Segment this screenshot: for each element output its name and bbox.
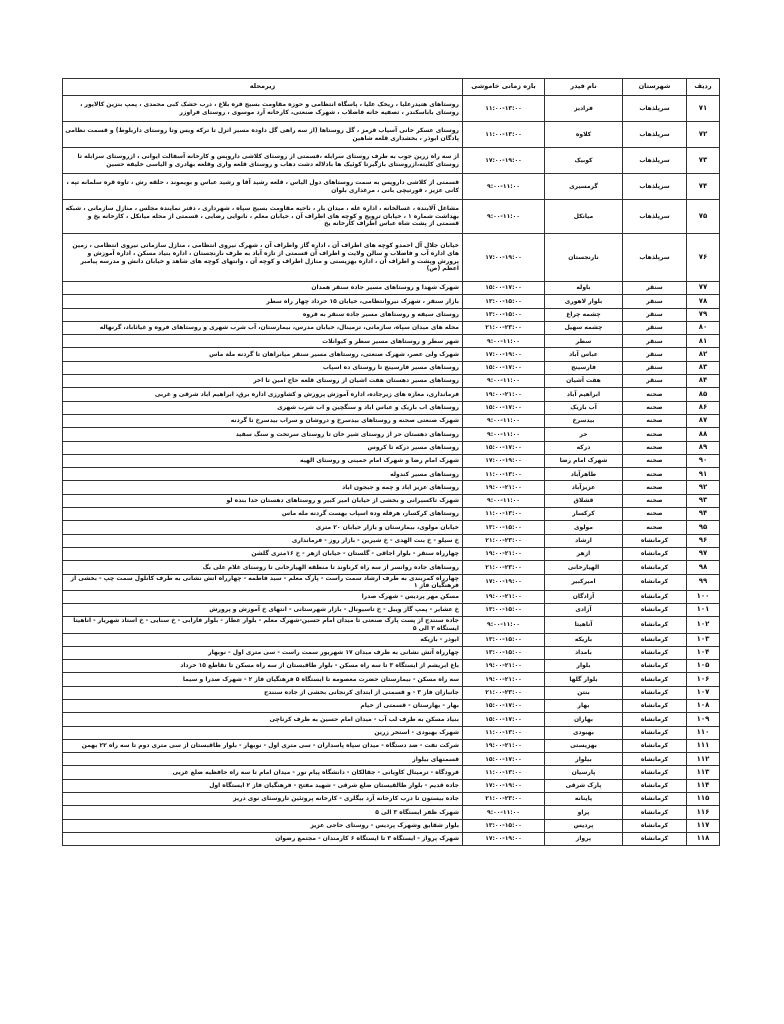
cell-time: ۲۱:۰۰-۲۳:۰۰ <box>463 534 545 547</box>
cell-feeder: مولوی <box>545 521 623 534</box>
table-row <box>63 234 720 282</box>
cell-time: ۲۱:۰۰-۲۳:۰۰ <box>463 321 545 334</box>
cell-radif: ۷۴ <box>687 174 720 200</box>
cell-radif: ۸۹ <box>687 441 720 454</box>
cell-time: ۱۱:۰۰-۱۳:۰۰ <box>463 766 545 779</box>
cell-city: صحنه <box>623 468 687 481</box>
cell-city: صحنه <box>623 388 687 401</box>
cell-radif: ۹۱ <box>687 468 720 481</box>
cell-city: کرمانشاه <box>623 766 687 779</box>
cell-area: قسمتی از کلاشی داروپس به سمت روستاهای دول الیاس ، قلعه رشید آقا و رشید عباس و بویموند ، حلقه رش ، تاوه قره سلمانه تپه ، کانی عزیز ، قورتیچی بانی ، مرغداری بلوان <box>63 174 463 200</box>
cell-city: صحنه <box>623 454 687 467</box>
cell-radif: ۹۳ <box>687 494 720 507</box>
cell-city: کرمانشاه <box>623 793 687 806</box>
table-header-row <box>63 79 720 96</box>
table-row <box>63 633 720 646</box>
cell-area: خیابان مولوی، بیمارستان و بازار خیابان ۲۰ متری <box>63 521 463 534</box>
cell-city: صحنه <box>623 428 687 441</box>
cell-time: ۱۳:۰۰-۱۵:۰۰ <box>463 633 545 646</box>
cell-area: روستای عسکر خانی آسیاب قرمز ، گل روستاها (از سه راهی گل داوده مسیر انزل تا ترکه ویس وتا روستای داربلوط) و قسمت نظامی پادگان ابوذر ، بخشداری قلعه شاهین <box>63 122 463 148</box>
table-row <box>63 547 720 560</box>
cell-feeder: فرادیز <box>545 96 623 122</box>
table-row <box>63 766 720 779</box>
cell-city: صحنه <box>623 414 687 427</box>
cell-feeder: سطر <box>545 335 623 348</box>
cell-feeder: الهیارخانی <box>545 561 623 574</box>
cell-feeder: چشمه چراغ <box>545 308 623 321</box>
cell-city: کرمانشاه <box>623 699 687 712</box>
cell-radif: ۱۱۲ <box>687 753 720 766</box>
cell-area: جاده قدیم - بلوار طالقیستان ضلع شرقی - شهید مفتح - فرهنگیان فاز ۲ ایستگاه اول <box>63 779 463 792</box>
cell-time: ۱۹:۰۰-۲۱:۰۰ <box>463 481 545 494</box>
cell-city: کرمانشاه <box>623 686 687 699</box>
cell-radif: ۱۰۰ <box>687 590 720 603</box>
cell-area: روستاهای عزیز اباد و چمه و جیحون اباد <box>63 481 463 494</box>
cell-feeder: بهار <box>545 699 623 712</box>
cell-feeder: باریکه <box>545 633 623 646</box>
table-row <box>63 481 720 494</box>
cell-time: ۱۷:۰۰-۱۹:۰۰ <box>463 779 545 792</box>
cell-time: ۱۵:۰۰-۱۷:۰۰ <box>463 441 545 454</box>
cell-feeder: بلوار <box>545 660 623 673</box>
cell-radif: ۷۵ <box>687 200 720 234</box>
cell-feeder: چشمه سهیل <box>545 321 623 334</box>
cell-time: ۱۹:۰۰-۲۱:۰۰ <box>463 673 545 686</box>
cell-area: شهرک شهدا و روستاهای مسیر جاده سنقر همدان <box>63 282 463 295</box>
table-row <box>63 414 720 427</box>
cell-feeder: ابراهیم آباد <box>545 388 623 401</box>
cell-city: سرپلذهاب <box>623 148 687 174</box>
cell-area: ابوذر - باریکه <box>63 633 463 646</box>
cell-time: ۱۷:۰۰-۱۹:۰۰ <box>463 148 545 174</box>
table-row <box>63 96 720 122</box>
cell-city: سرپلذهاب <box>623 96 687 122</box>
cell-area: چهارراه آتش نشانی به طرف میدان ۱۷ شهریور سمت راست - سی متری اول - نوبهار <box>63 646 463 659</box>
cell-city: کرمانشاه <box>623 832 687 845</box>
cell-city: سنقر <box>623 295 687 308</box>
cell-time: ۹:۰۰-۱۱:۰۰ <box>463 617 545 633</box>
cell-area: چهارراه کمربندی به طرف ارشاد سمت راست - پارک معلم - سید فاطمه - چهارراه آتش نشانی به طرف کانلول سمت چپ - بخشی از فرهنگیان فاز ۱ <box>63 574 463 590</box>
cell-radif: ۱۱۶ <box>687 806 720 819</box>
cell-city: کرمانشاه <box>623 590 687 603</box>
cell-time: ۱۱:۰۰-۱۳:۰۰ <box>463 726 545 739</box>
table-row <box>63 375 720 388</box>
table-row <box>63 321 720 334</box>
table-row <box>63 335 720 348</box>
table-row <box>63 200 720 234</box>
cell-radif: ۱۰۲ <box>687 617 720 633</box>
cell-area: جاده سنندج از پست پارک صنعتی تا میدان امام حسین-شهرک معلم - بلوار عطار - بلوار فارابی - خ سنایی - خ استاد شهریار - آناهیتا ایستگاه ۳ الی ۵ <box>63 617 463 633</box>
cell-feeder: بهزیستی <box>545 739 623 752</box>
cell-feeder: آزادگان <box>545 590 623 603</box>
cell-feeder: بلوار لاهوری <box>545 295 623 308</box>
cell-radif: ۱۱۴ <box>687 779 720 792</box>
cell-feeder: پراو <box>545 806 623 819</box>
cell-feeder: بنتن <box>545 686 623 699</box>
cell-city: سرپلذهاب <box>623 122 687 148</box>
table-row <box>63 713 720 726</box>
table-row <box>63 122 720 148</box>
cell-radif: ۷۸ <box>687 295 720 308</box>
cell-feeder: پردیس <box>545 819 623 832</box>
cell-time: ۱۵:۰۰-۱۷:۰۰ <box>463 699 545 712</box>
cell-city: کرمانشاه <box>623 806 687 819</box>
cell-feeder: قشلاق <box>545 494 623 507</box>
cell-city: سنقر <box>623 361 687 374</box>
cell-area: روستاهای اب باریک و عباس اباد و سنگچین و اب شرب شهری <box>63 401 463 414</box>
table-row <box>63 604 720 617</box>
cell-time: ۱۵:۰۰-۱۷:۰۰ <box>463 282 545 295</box>
cell-feeder: پاینانه <box>545 793 623 806</box>
cell-area: روستاهای دهستان حر از روستای شیر خان تا روستای سرتخت و سنگ سفید <box>63 428 463 441</box>
table-row <box>63 779 720 792</box>
cell-city: کرمانشاه <box>623 819 687 832</box>
cell-area: شهرک تاکسیرانی و بخشی از خیابان امیر کبیر و روستاهای دهستان خدا بنده لو <box>63 494 463 507</box>
cell-time: ۱۱:۰۰-۱۳:۰۰ <box>463 508 545 521</box>
cell-time: ۹:۰۰-۱۱:۰۰ <box>463 494 545 507</box>
cell-area: فرودگاه - ترمینال کاویانی - جقالکان - دانشگاه پیام نور - میدان امام تا سه راه حافظیه ضلع غربی <box>63 766 463 779</box>
cell-time: ۱۷:۰۰-۱۹:۰۰ <box>463 454 545 467</box>
cell-radif: ۸۵ <box>687 388 720 401</box>
cell-radif: ۹۵ <box>687 521 720 534</box>
cell-area: روستای سیفه و روستاهای مسیر جاده سنقر به فروه <box>63 308 463 321</box>
cell-time: ۱۹:۰۰-۲۱:۰۰ <box>463 388 545 401</box>
cell-city: صحنه <box>623 481 687 494</box>
cell-area: شهرک بهبودی - استخر زرین <box>63 726 463 739</box>
cell-time: ۲۱:۰۰-۲۳:۰۰ <box>463 793 545 806</box>
cell-radif: ۱۱۵ <box>687 793 720 806</box>
cell-time: ۱۷:۰۰-۱۹:۰۰ <box>463 832 545 845</box>
header-city: شهرستان <box>623 79 687 96</box>
cell-feeder: عزیزآباد <box>545 481 623 494</box>
table-row <box>63 494 720 507</box>
cell-time: ۱۳:۰۰-۱۵:۰۰ <box>463 604 545 617</box>
cell-radif: ۱۰۳ <box>687 633 720 646</box>
cell-time: ۱۹:۰۰-۲۱:۰۰ <box>463 547 545 560</box>
cell-feeder: کرکسار <box>545 508 623 521</box>
cell-city: کرمانشاه <box>623 646 687 659</box>
table-row <box>63 295 720 308</box>
table-row <box>63 726 720 739</box>
cell-city: سنقر <box>623 335 687 348</box>
cell-feeder: بلوار گلها <box>545 673 623 686</box>
cell-radif: ۸۲ <box>687 348 720 361</box>
table-row <box>63 686 720 699</box>
cell-area: روستاهای مسیر کندوله <box>63 468 463 481</box>
cell-time: ۱۳:۰۰-۱۵:۰۰ <box>463 308 545 321</box>
cell-city: صحنه <box>623 494 687 507</box>
cell-area: شهرک پرواز - ایستگاه ۳ تا ایستگاه ۶ کارمندان - مجتمع رضوان <box>63 832 463 845</box>
cell-time: ۹:۰۰-۱۱:۰۰ <box>463 428 545 441</box>
cell-city: سنقر <box>623 282 687 295</box>
cell-area: روستاهای هتیدرعلیا ، ریخک علیا ، پاسگاه انتظامی و حوزه مقاومت بسیج فره بلاغ ، درب خشک کبی محمدی ، پمپ بنزین کالاپور ، روستای باباسکندر ، تصفیه خانه فاضلاب ، شهرک صنعتی، کارخانه آرد موسوی ، روستای فراوزر <box>63 96 463 122</box>
cell-feeder: نارنجستان <box>545 234 623 282</box>
cell-area: روستاهای مسیر دهستان هفت اشیان از روستای قلعه حاج امین تا اخر <box>63 375 463 388</box>
cell-feeder: پارک شرقی <box>545 779 623 792</box>
cell-area: خیابان جلال آل احمدو کوچه های اطراف آن ، اداره گاز واطراف آن ، شهرک نیروی انتظامی ، منازل سازمانی نیروی انتظامی ، زمین های اداره آب و فاضلاب و سالن ولایت و اطراف آن قسمتی از تازه آباد به طرف نارنجستان ، اداره بنیاد مسکن ، اداره آموزش و پرورش وپشت و اطراف آن ، اداره بهزیستی و منازل اطراف و کوچه آن ، وانتهای کوچه های شاهد و خیابان دانش و مدرسه پیامبر اعظم (ص) <box>63 234 463 282</box>
cell-radif: ۷۲ <box>687 122 720 148</box>
outage-schedule-page <box>62 78 720 846</box>
table-row <box>63 361 720 374</box>
table-row <box>63 832 720 845</box>
cell-city: کرمانشاه <box>623 604 687 617</box>
table-row <box>63 441 720 454</box>
cell-time: ۱۳:۰۰-۱۵:۰۰ <box>463 295 545 308</box>
cell-feeder: طاهرآباد <box>545 468 623 481</box>
table-row <box>63 534 720 547</box>
cell-city: کرمانشاه <box>623 617 687 633</box>
cell-feeder: عباس آباد <box>545 348 623 361</box>
cell-time: ۱۵:۰۰-۱۷:۰۰ <box>463 713 545 726</box>
cell-feeder: کلاوه <box>545 122 623 148</box>
cell-radif: ۹۹ <box>687 574 720 590</box>
cell-area: از سه راه زرین جوب به طرف روستای سرابله ،قسمتی از روستای کلاشی داروپس و کارخانه آسفالت ایوانی ، ازروستای سرابله تا روستای کلیته،ازروستای بازگیرتا کوئیک ها بادلاله دشت دهاب و روستای قلعه واری وقلعه بهادری و الیاسی خلیفه حسین <box>63 148 463 174</box>
cell-feeder: بهبودی <box>545 726 623 739</box>
cell-time: ۱۱:۰۰-۱۳:۰۰ <box>463 468 545 481</box>
cell-radif: ۸۳ <box>687 361 720 374</box>
cell-time: ۱۳:۰۰-۱۵:۰۰ <box>463 819 545 832</box>
cell-city: سنقر <box>623 321 687 334</box>
cell-feeder: آناهیتا <box>545 617 623 633</box>
cell-area: شهر سطر و روستاهای مسیر سطر و کیوانلات <box>63 335 463 348</box>
cell-radif: ۱۰۱ <box>687 604 720 617</box>
cell-area: جانبازان فاز ۳ - و قسمتی از ابتدای کرنجانی بخشی از جاده سنندج <box>63 686 463 699</box>
cell-radif: ۸۰ <box>687 321 720 334</box>
table-row <box>63 308 720 321</box>
cell-time: ۱۹:۰۰-۲۱:۰۰ <box>463 590 545 603</box>
cell-feeder: درکه <box>545 441 623 454</box>
cell-area: روستاهای مسیر درکه تا کروس <box>63 441 463 454</box>
cell-feeder: حر <box>545 428 623 441</box>
cell-time: ۱۹:۰۰-۲۱:۰۰ <box>463 739 545 752</box>
cell-time: ۱۷:۰۰-۱۹:۰۰ <box>463 574 545 590</box>
header-time: بازه زمانی خاموشی <box>463 79 545 96</box>
table-row <box>63 590 720 603</box>
cell-area: روستاهای کرکسار، هرفله وده اسپاب بهست گردنه مله ماس <box>63 508 463 521</box>
cell-city: کرمانشاه <box>623 779 687 792</box>
cell-radif: ۱۱۱ <box>687 739 720 752</box>
cell-area: شرکت نفت - ضد دستگاه - میدان سپاه پاسداران - سی متری اول - نوبهار - بلوار طاقبستان از سی متری دوم تا سه راه ۲۲ بهمن <box>63 739 463 752</box>
cell-city: کرمانشاه <box>623 660 687 673</box>
cell-feeder: آزادی <box>545 604 623 617</box>
cell-feeder: بیلوار <box>545 753 623 766</box>
cell-time: ۹:۰۰-۱۱:۰۰ <box>463 375 545 388</box>
cell-time: ۱۱:۰۰-۱۳:۰۰ <box>463 96 545 122</box>
cell-radif: ۹۷ <box>687 547 720 560</box>
cell-feeder: گرمسیری <box>545 174 623 200</box>
cell-time: ۱۷:۰۰-۱۹:۰۰ <box>463 234 545 282</box>
cell-city: کرمانشاه <box>623 633 687 646</box>
table-row <box>63 521 720 534</box>
cell-radif: ۸۶ <box>687 401 720 414</box>
table-row <box>63 753 720 766</box>
cell-radif: ۱۰۷ <box>687 686 720 699</box>
table-row <box>63 819 720 832</box>
table-row <box>63 646 720 659</box>
cell-area: شهرک امام رضا و شهرک امام خمینی و روستای الهیه <box>63 454 463 467</box>
cell-radif: ۹۴ <box>687 508 720 521</box>
cell-area: مسکن مهر پردیس - شهرک صدرا <box>63 590 463 603</box>
cell-area: سه راه مسکن - بیمارستان حضرت معصومه تا ایستگاه ۵ فرهنگیان فاز ۲ - شهرک صدرا و سیما <box>63 673 463 686</box>
cell-city: کرمانشاه <box>623 534 687 547</box>
cell-time: ۱۵:۰۰-۱۷:۰۰ <box>463 753 545 766</box>
cell-area: فرمانداری، مغازه های زیرجاده، اداره آموزش پرورش و کشاورزی اداره برق، ابراهیم اباد شرقی و غربی <box>63 388 463 401</box>
cell-city: صحنه <box>623 521 687 534</box>
cell-area: محله های میدان سپاه، سازمانی، ترمینال، خیابان مدرس، بیمارستان، آب شرب شهری و روستاهای فروه و غیاثاباد، گرنهاله <box>63 321 463 334</box>
table-row <box>63 617 720 633</box>
table-row <box>63 699 720 712</box>
cell-area: چهارراه سنقر - بلوار اجاقی - گلستان - خیابان ازهر - خ ۱۶متری گلشن <box>63 547 463 560</box>
cell-radif: ۱۱۰ <box>687 726 720 739</box>
cell-radif: ۷۶ <box>687 234 720 282</box>
cell-area: خ عشایر - پمپ گاز وییل - خ تاسیونال - بازار شهرستانی - انتهای خ آموزش و پرورش <box>63 604 463 617</box>
cell-time: ۱۵:۰۰-۱۷:۰۰ <box>463 361 545 374</box>
table-row <box>63 174 720 200</box>
cell-time: ۱۳:۰۰-۱۵:۰۰ <box>463 646 545 659</box>
cell-city: سرپلذهاب <box>623 234 687 282</box>
table-row <box>63 660 720 673</box>
table-row <box>63 673 720 686</box>
cell-city: کرمانشاه <box>623 739 687 752</box>
cell-time: ۹:۰۰-۱۱:۰۰ <box>463 174 545 200</box>
cell-feeder: کوبیک <box>545 148 623 174</box>
cell-time: ۲۱:۰۰-۲۳:۰۰ <box>463 561 545 574</box>
header-area: زیرمحله <box>63 79 463 96</box>
cell-feeder: امیرکبیر <box>545 574 623 590</box>
cell-feeder: پرواز <box>545 832 623 845</box>
cell-city: صحنه <box>623 401 687 414</box>
cell-radif: ۸۴ <box>687 375 720 388</box>
cell-radif: ۹۸ <box>687 561 720 574</box>
cell-feeder: بیدسرخ <box>545 414 623 427</box>
cell-radif: ۸۷ <box>687 414 720 427</box>
table-row <box>63 739 720 752</box>
cell-radif: ۷۷ <box>687 282 720 295</box>
cell-feeder: شهرک امام رضا <box>545 454 623 467</box>
cell-area: بنیاد مسکن به طرف لب آب - میدان امام حسین به طرف کرناچی <box>63 713 463 726</box>
cell-city: سرپلذهاب <box>623 174 687 200</box>
table-row <box>63 561 720 574</box>
cell-radif: ۱۱۸ <box>687 832 720 845</box>
cell-feeder: فارسینج <box>545 361 623 374</box>
cell-area: شهرک صنعتی صحنه و روستاهای بیدسرخ و دروشان و سراب بیدسرخ تا گردنه <box>63 414 463 427</box>
cell-time: ۲۱:۰۰-۲۳:۰۰ <box>463 686 545 699</box>
cell-feeder: بامداد <box>545 646 623 659</box>
cell-area: شهرک ولی عصر، شهرک صنعتی، روستاهای مسیر سنقر میانراهان تا گردنه ملة ماس <box>63 348 463 361</box>
cell-feeder: ازهر <box>545 547 623 560</box>
cell-time: ۱۵:۰۰-۱۷:۰۰ <box>463 401 545 414</box>
cell-time: ۱۱:۰۰-۱۳:۰۰ <box>463 122 545 148</box>
cell-radif: ۷۳ <box>687 148 720 174</box>
cell-area: بازار سنقر ، شهرک نیروانتظامی، خیابان ۱۵ خرداد چهار راه سطر <box>63 295 463 308</box>
cell-radif: ۹۶ <box>687 534 720 547</box>
cell-area: خ سیلو - خ بنت الهدی - خ شیرین - بازار روز - فرمانداری <box>63 534 463 547</box>
table-row <box>63 388 720 401</box>
cell-area: روستاهای جاده روانسر از سه راه کرناوند تا منطقه الهیارخانی تا روستای غلام علی بگ <box>63 561 463 574</box>
table-row <box>63 454 720 467</box>
cell-feeder: بهاران <box>545 713 623 726</box>
table-row <box>63 401 720 414</box>
cell-time: ۹:۰۰-۱۱:۰۰ <box>463 806 545 819</box>
cell-city: کرمانشاه <box>623 547 687 560</box>
cell-city: سنقر <box>623 348 687 361</box>
cell-area: قسمتهای بیلوار <box>63 753 463 766</box>
cell-area: بهار - بهارستان - قسمتی از خیام <box>63 699 463 712</box>
cell-area: مشاغل آلابنده ، غسالخانه ، اداره غله ، میدان بار ، ناحیه مقاومت بسیج سپاه ، شهرداری ، دفتر نماینده مجلس ، منازل سازمانی ، شبکه بهداشت شماره ۱ ، خیابان ترویج و کوچه های اطراف آن ، خیابان معلم ، نانوایی رضایی ، قسمتی از محله میانکل ، کارخانه یخ و قسمتی از پشت شاه عباس اطراف کارخانه یخ <box>63 200 463 234</box>
cell-city: کرمانشاه <box>623 753 687 766</box>
cell-feeder: میانکل <box>545 200 623 234</box>
cell-time: ۱۷:۰۰-۱۹:۰۰ <box>463 348 545 361</box>
cell-city: کرمانشاه <box>623 726 687 739</box>
cell-radif: ۱۱۳ <box>687 766 720 779</box>
cell-radif: ۷۹ <box>687 308 720 321</box>
cell-area: شهرک ظفر ایستگاه ۳ الی ۵ <box>63 806 463 819</box>
header-radif: ردیف <box>687 79 720 96</box>
cell-city: کرمانشاه <box>623 713 687 726</box>
table-row <box>63 428 720 441</box>
outage-schedule-table <box>62 78 720 846</box>
cell-city: سنقر <box>623 375 687 388</box>
cell-radif: ۱۱۷ <box>687 819 720 832</box>
cell-radif: ۱۰۵ <box>687 660 720 673</box>
cell-feeder: پارسیان <box>545 766 623 779</box>
cell-radif: ۹۰ <box>687 454 720 467</box>
cell-radif: ۱۰۶ <box>687 673 720 686</box>
cell-radif: ۱۰۴ <box>687 646 720 659</box>
table-row <box>63 468 720 481</box>
cell-city: صحنه <box>623 508 687 521</box>
cell-time: ۹:۰۰-۱۱:۰۰ <box>463 335 545 348</box>
table-row <box>63 282 720 295</box>
table-row <box>63 806 720 819</box>
cell-city: سرپلذهاب <box>623 200 687 234</box>
table-row <box>63 574 720 590</box>
cell-time: ۱۳:۰۰-۱۵:۰۰ <box>463 521 545 534</box>
cell-radif: ۷۱ <box>687 96 720 122</box>
cell-time: ۱۹:۰۰-۲۱:۰۰ <box>463 660 545 673</box>
header-feeder: نام فیدر <box>545 79 623 96</box>
cell-area: باغ ابریشم از ایستگاه ۳ تا سه راه مسکن - بلوار طاقبستان از سه راه مسکن تا تقاطع ۱۵ خرداد <box>63 660 463 673</box>
table-body <box>63 96 720 846</box>
table-row <box>63 348 720 361</box>
cell-feeder: ارشاد <box>545 534 623 547</box>
cell-feeder: باوله <box>545 282 623 295</box>
cell-radif: ۱۰۸ <box>687 699 720 712</box>
cell-radif: ۸۸ <box>687 428 720 441</box>
table-row <box>63 508 720 521</box>
cell-city: کرمانشاه <box>623 673 687 686</box>
cell-city: صحنه <box>623 441 687 454</box>
cell-area: بلوار شقایق وشهرک پردیس - روستای حاجی عزیز <box>63 819 463 832</box>
cell-city: سنقر <box>623 308 687 321</box>
cell-time: ۹:۰۰-۱۱:۰۰ <box>463 200 545 234</box>
cell-feeder: آب باریک <box>545 401 623 414</box>
cell-area: روستاهای مسیر فارسینج تا روستای ده اسپاب <box>63 361 463 374</box>
table-row <box>63 793 720 806</box>
table-row <box>63 148 720 174</box>
cell-area: جاده بیستون تا درب کارخانه آرد بیگلری - کارخانه پروتئین تاروستای نوی دریز <box>63 793 463 806</box>
cell-city: کرمانشاه <box>623 561 687 574</box>
cell-radif: ۹۲ <box>687 481 720 494</box>
cell-radif: ۸۱ <box>687 335 720 348</box>
cell-time: ۹:۰۰-۱۱:۰۰ <box>463 414 545 427</box>
cell-radif: ۱۰۹ <box>687 713 720 726</box>
cell-city: کرمانشاه <box>623 574 687 590</box>
cell-feeder: هفت آشیان <box>545 375 623 388</box>
